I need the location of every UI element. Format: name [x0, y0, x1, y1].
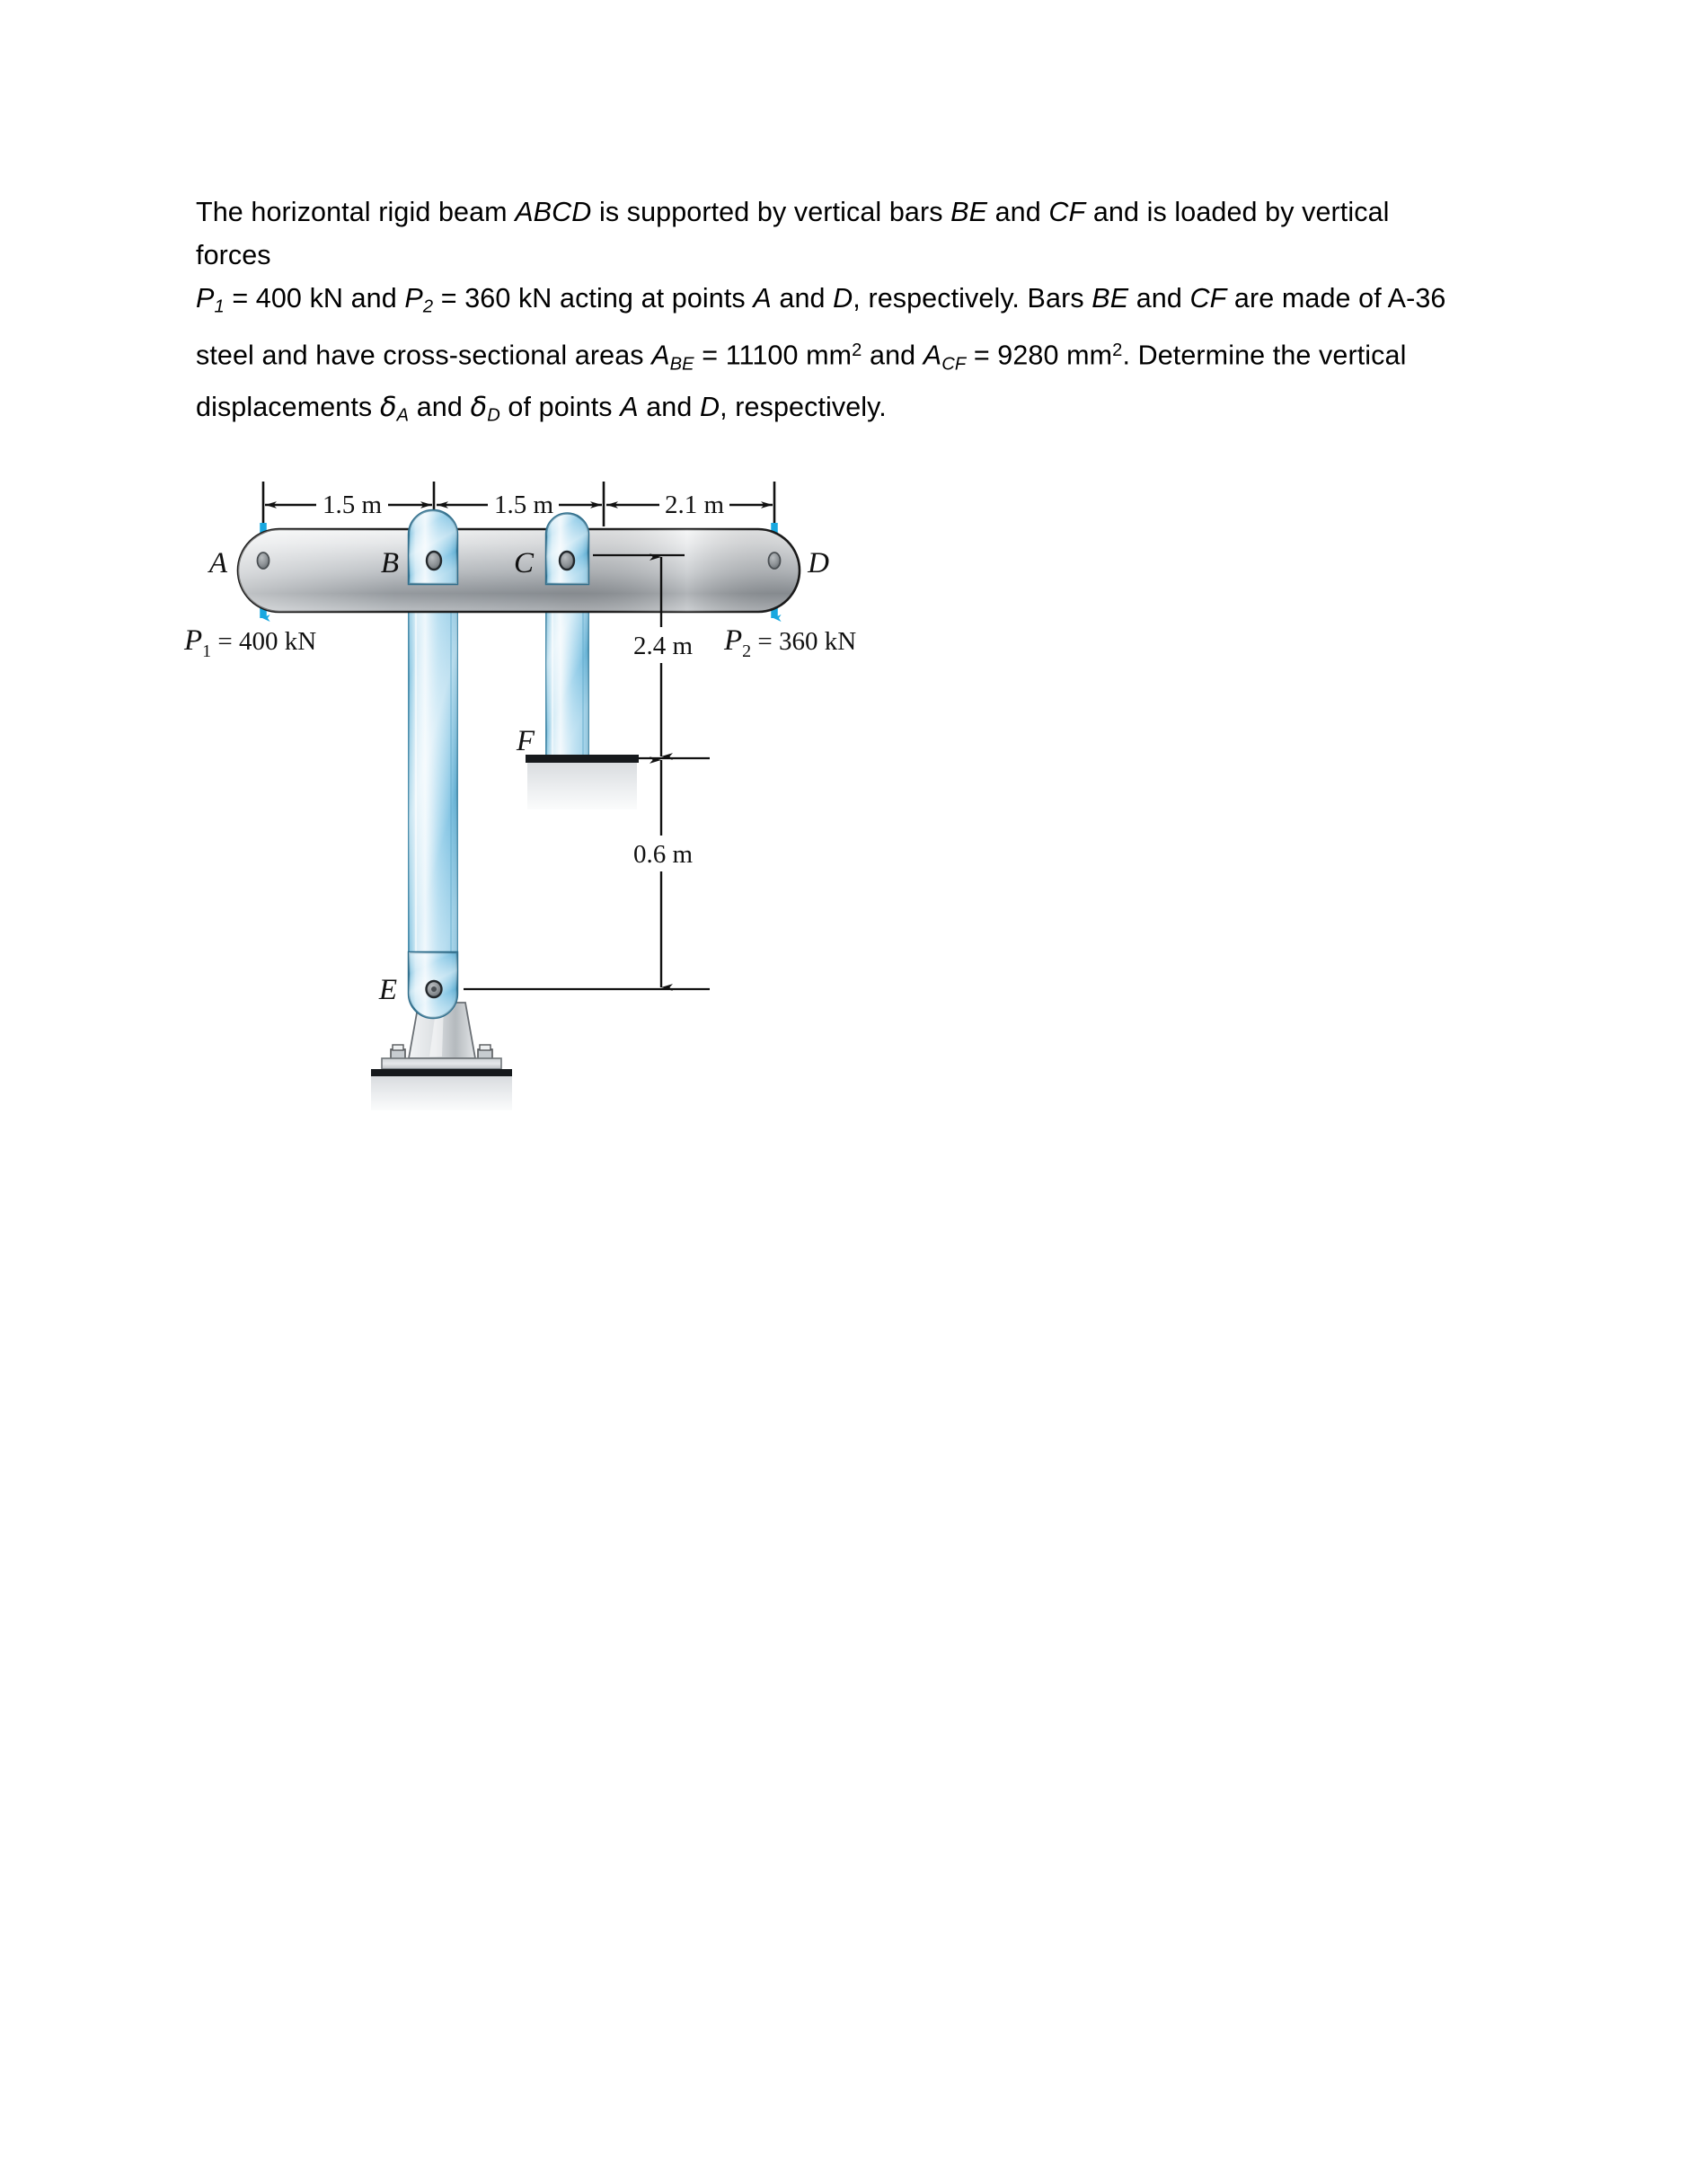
text-run: and	[771, 283, 834, 314]
problem-line-3	[196, 329, 1471, 385]
point-labels	[208, 547, 829, 1006]
subscript-d: D	[487, 405, 500, 426]
text-run: = 11100 mm	[694, 340, 853, 371]
bar-cf-name: CF	[1189, 283, 1227, 314]
support-f	[526, 755, 639, 809]
text-run: and	[409, 391, 471, 422]
text-run: of points	[499, 391, 621, 422]
problem-statement	[196, 190, 1471, 438]
pin-d	[769, 553, 781, 569]
text-run: steel and have cross-sectional areas	[196, 340, 652, 371]
text-run: = 360 kN acting at points	[433, 283, 754, 314]
text-run: = 400 kN and	[224, 283, 405, 314]
ground-block	[371, 1076, 512, 1110]
superscript-2: 2	[852, 340, 862, 360]
structural-diagram	[0, 449, 898, 1006]
text-run: displacements	[196, 391, 380, 422]
label-point-e: E	[378, 974, 398, 1006]
subscript-1: 1	[214, 296, 225, 317]
problem-line-1	[196, 190, 1471, 277]
bar-be-foot	[409, 952, 457, 1018]
dim-label-06m: 0.6 m	[632, 840, 694, 869]
support-f-block	[527, 762, 637, 809]
text-run: and	[638, 391, 701, 422]
bar-be-head	[409, 510, 457, 584]
text-run: is supported by vertical bars	[591, 197, 951, 227]
text-run: , respectively.	[720, 391, 887, 422]
label-p1-subscript: 1	[202, 641, 212, 661]
subscript-2: 2	[422, 296, 434, 317]
label-p1-value: = 400 kN	[211, 627, 317, 656]
symbol-delta-d: δ	[470, 391, 488, 423]
text-run: = 9280 mm	[966, 340, 1113, 371]
label-p2-subscript: 2	[742, 641, 752, 661]
text-run: The horizontal rigid beam	[196, 197, 516, 227]
label-point-d: D	[808, 547, 829, 579]
text-run: and is loaded by vertical forces	[196, 197, 1390, 270]
label-point-f: F	[516, 725, 535, 757]
label-p2	[723, 624, 856, 661]
symbol-delta-a: δ	[379, 391, 397, 423]
load-labels	[183, 624, 856, 661]
dim-label-bc: 1.5 m	[493, 491, 554, 519]
label-point-b: B	[380, 547, 400, 579]
subscript-be: BE	[669, 353, 694, 374]
subscript-a: A	[396, 405, 410, 426]
support-e	[371, 1003, 512, 1110]
symbol-p1: P	[196, 283, 215, 314]
label-point-a: A	[208, 547, 228, 579]
problem-line-2	[196, 277, 1471, 329]
ground-line	[371, 1069, 512, 1076]
point-a: A	[753, 283, 772, 314]
bar-cf-head	[546, 514, 588, 585]
text-run: are made of A-36	[1226, 283, 1446, 314]
text-run: and	[1128, 283, 1190, 314]
label-point-c: C	[513, 547, 535, 579]
bar-cf-name: CF	[1048, 197, 1086, 227]
dim-label-cd: 2.1 m	[664, 491, 725, 519]
label-p1	[183, 624, 316, 661]
label-p2-value: = 360 kN	[751, 627, 857, 656]
support-f-plate	[526, 755, 639, 763]
point-d: D	[833, 283, 853, 314]
symbol-area-cf: A	[923, 340, 942, 371]
bar-be-name: BE	[1091, 283, 1129, 314]
text-run: , respectively. Bars	[853, 283, 1092, 314]
text-run: and	[987, 197, 1049, 227]
text-run: . Determine the vertical	[1122, 340, 1407, 371]
dimension-chain-top	[263, 482, 774, 526]
text-run: and	[862, 340, 924, 371]
beam-name: ABCD	[515, 197, 592, 227]
symbol-area-be: A	[651, 340, 670, 371]
dim-label-ab: 1.5 m	[322, 491, 383, 519]
pin-a	[258, 553, 270, 569]
problem-line-4	[196, 385, 1471, 438]
dim-label-24m: 2.4 m	[632, 632, 694, 660]
label-p1-symbol: P	[184, 624, 203, 657]
subscript-cf: CF	[941, 353, 967, 374]
support-e-baseplate	[382, 1058, 501, 1069]
bar-be-name: BE	[950, 197, 988, 227]
symbol-p2: P	[404, 283, 423, 314]
superscript-2: 2	[1112, 340, 1123, 360]
label-p2-symbol: P	[724, 624, 743, 657]
point-d: D	[700, 391, 720, 422]
point-a: A	[620, 391, 639, 422]
